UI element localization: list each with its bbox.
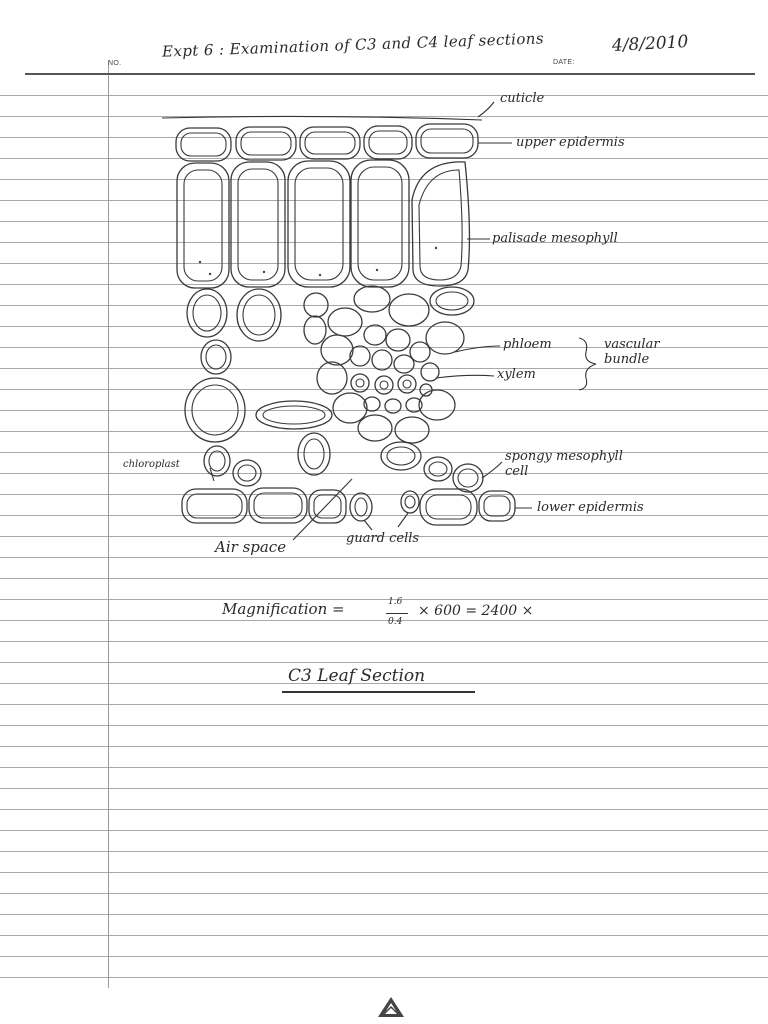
diagram-caption: C3 Leaf Section — [288, 666, 426, 686]
label-spongy-mesophyll-cell: spongy mesophyll cell — [505, 449, 623, 479]
label-guard-cells: guard cells — [346, 531, 420, 546]
cuticle-line — [162, 116, 482, 120]
no-label: NO. — [108, 60, 122, 67]
experiment-date: 4/8/2010 — [611, 32, 689, 56]
label-chloroplast: chloroplast — [123, 459, 180, 470]
label-vascular-bundle: vascular bundle — [604, 337, 660, 367]
magnification-label: Magnification = — [222, 600, 345, 618]
label-cuticle: cuticle — [500, 91, 545, 106]
magnification-numerator: 1.6 — [388, 597, 403, 607]
caption-underline — [282, 691, 475, 693]
magnification-result: × 600 = 2400 × — [418, 603, 534, 619]
upper-epidermis-cells — [176, 124, 478, 161]
label-xylem: xylem — [497, 367, 536, 382]
magnification-denominator: 0.4 — [388, 617, 403, 627]
fraction-bar — [386, 613, 408, 614]
lower-epidermis-cells — [182, 488, 515, 525]
label-air-space: Air space — [215, 538, 287, 556]
label-palisade-mesophyll: palisade mesophyll — [492, 231, 618, 246]
label-phloem: phloem — [503, 337, 552, 352]
palisade-mesophyll-cells — [177, 160, 469, 288]
notebook-logo-icon — [376, 995, 406, 1019]
label-upper-epidermis: upper epidermis — [516, 135, 625, 150]
label-lower-epidermis: lower epidermis — [537, 500, 644, 515]
experiment-title: Expt 6 : Examination of C3 and C4 leaf sections — [161, 29, 545, 61]
date-label: DATE: — [553, 59, 575, 66]
vascular-bundle — [304, 286, 464, 443]
